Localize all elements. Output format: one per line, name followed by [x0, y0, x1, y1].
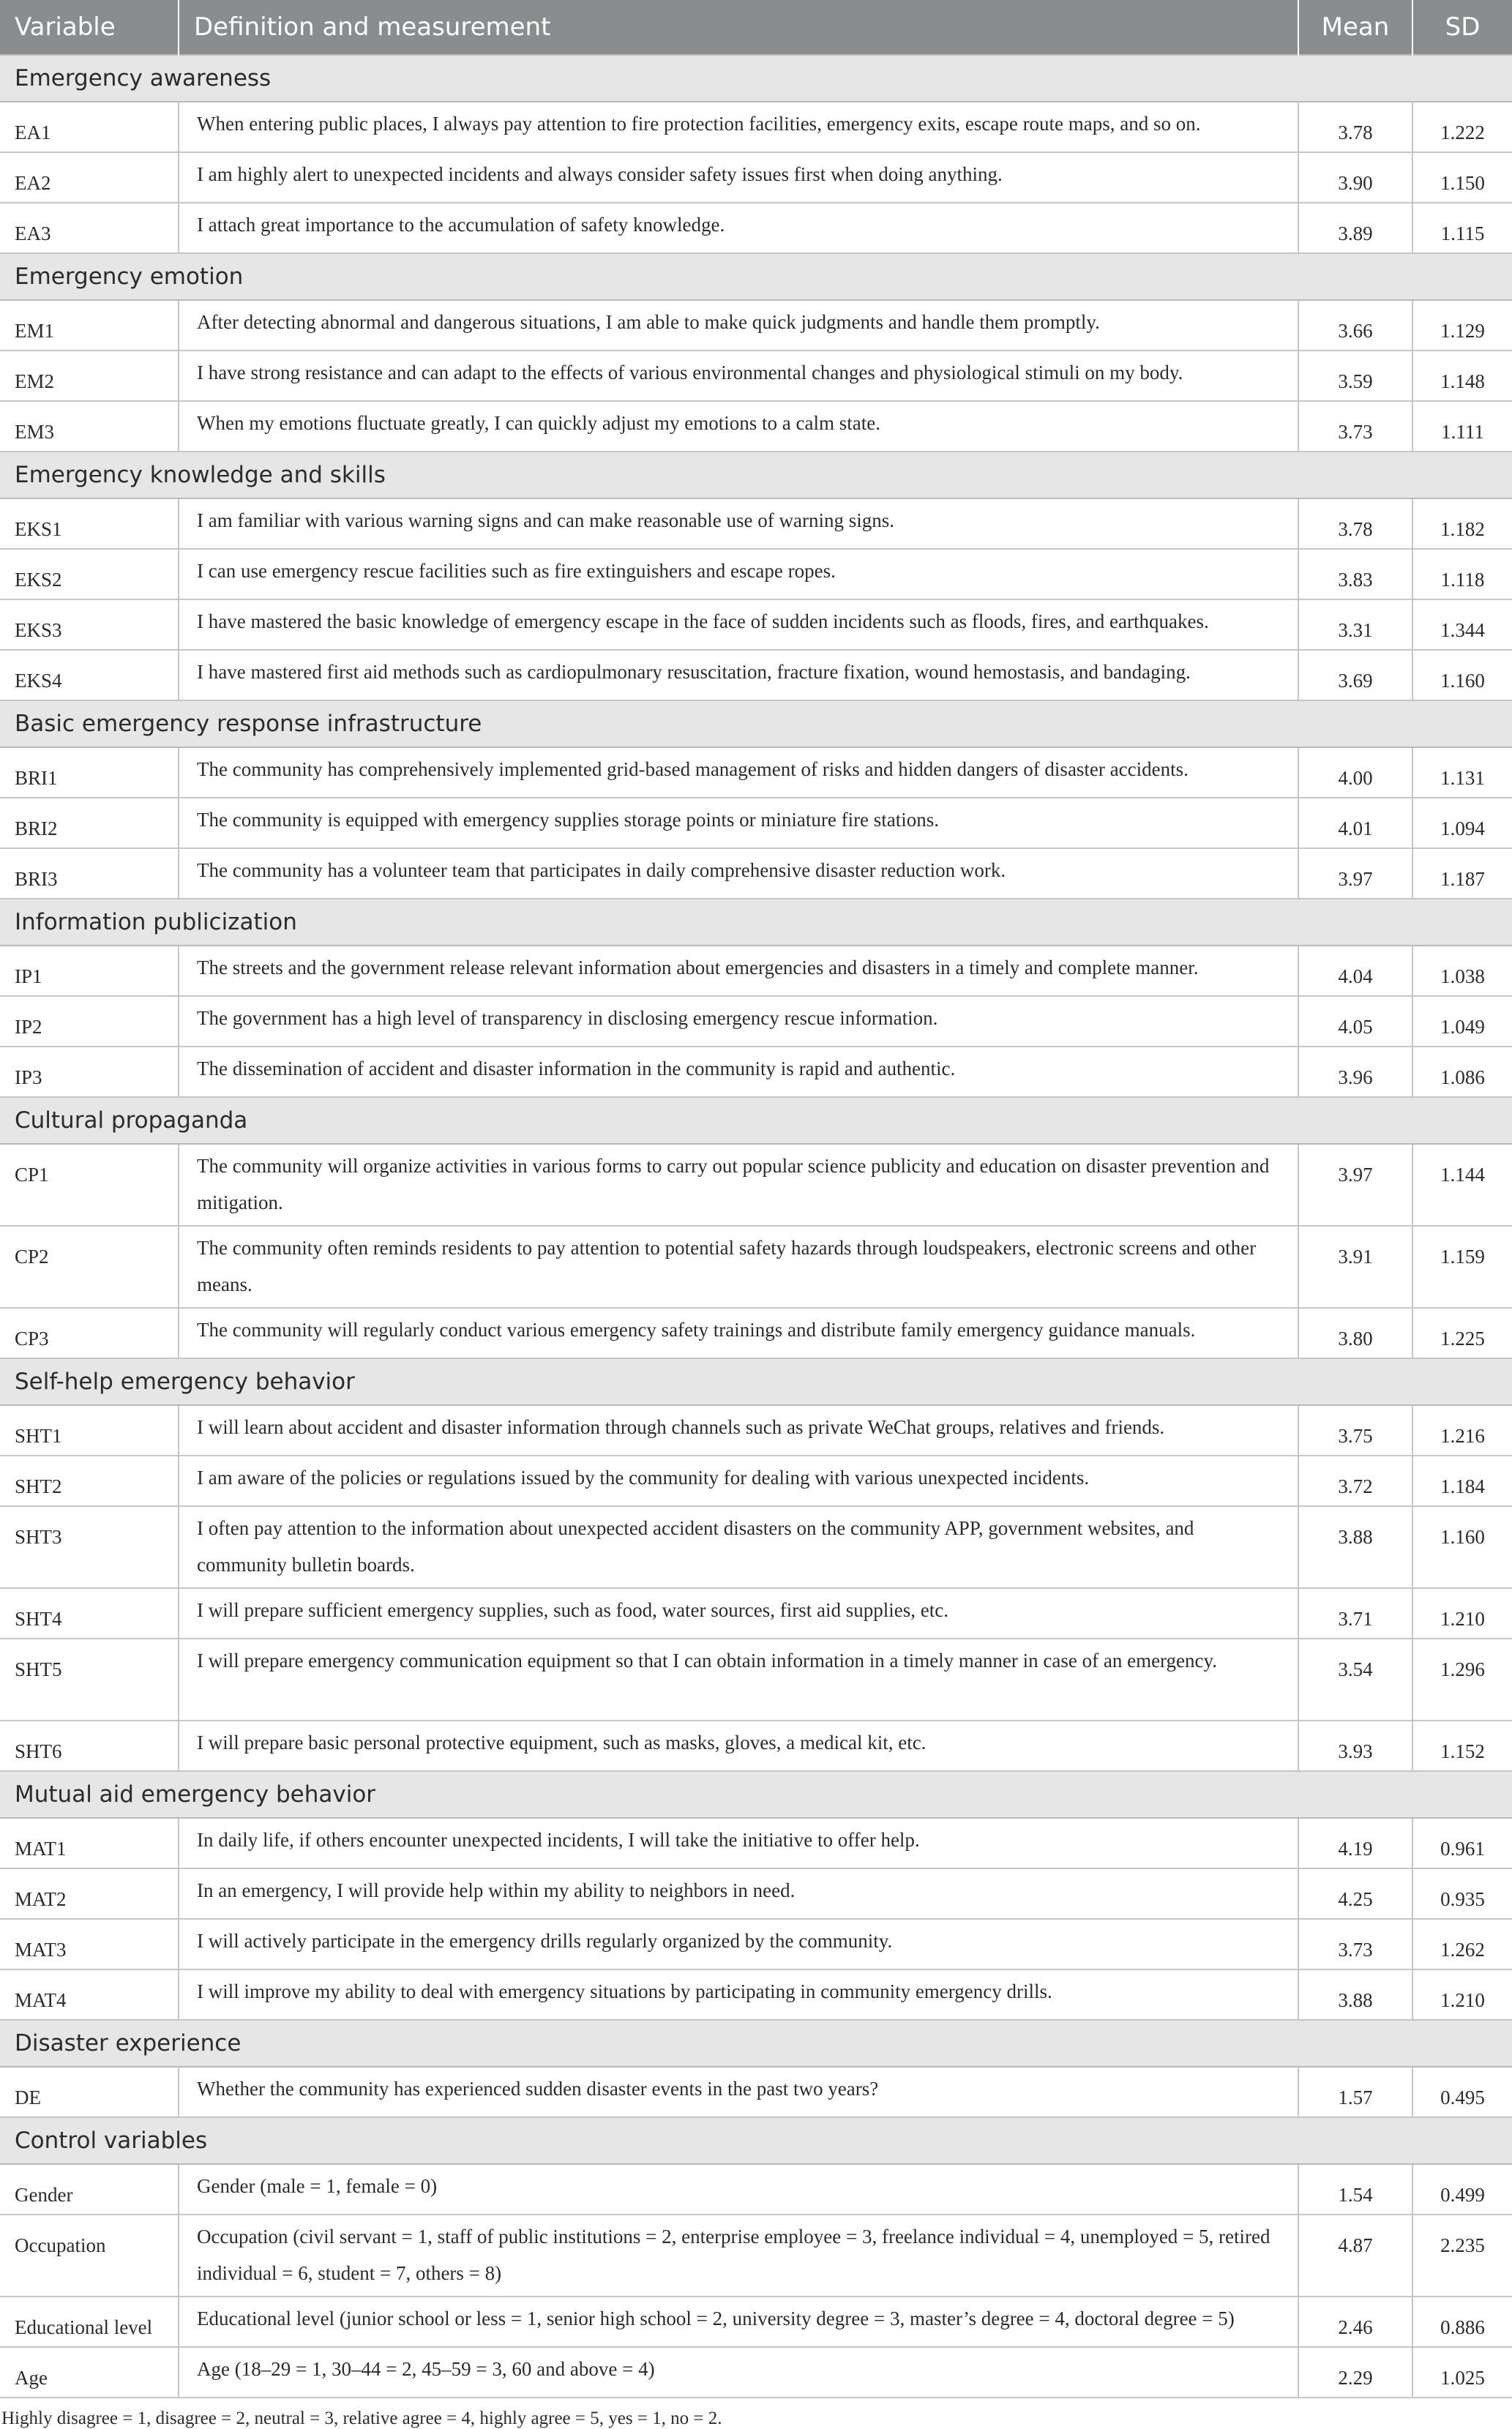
mean-cell: 3.83: [1298, 549, 1412, 599]
sd-cell: 1.094: [1412, 798, 1512, 848]
definition-cell: I have mastered the basic knowledge of emergency escape in the face of sudden incidents such as floods, fires, and earthquakes.: [179, 599, 1298, 650]
sd-cell: 1.182: [1412, 498, 1512, 549]
sd-cell: 1.025: [1412, 2347, 1512, 2398]
group-title: Emergency emotion: [0, 253, 1512, 300]
table-row: [0, 1588, 1512, 1639]
definition-cell: The streets and the government release relevant information about emergencies and disasters in a timely and complete manner.: [179, 946, 1298, 996]
table-row: [0, 747, 1512, 798]
table-row: [0, 1639, 1512, 1721]
mean-cell: 2.46: [1298, 2297, 1412, 2347]
definition-cell: Gender (male = 1, female = 0): [179, 2164, 1298, 2215]
variable-cell: BRI2: [0, 798, 179, 848]
definition-cell: I am highly alert to unexpected incidents and always consider safety issues first when doing anything.: [179, 152, 1298, 203]
variable-cell: CP2: [0, 1226, 179, 1308]
definition-cell: The community is equipped with emergency supplies storage points or miniature fire stations.: [179, 798, 1298, 848]
mean-cell: 3.69: [1298, 650, 1412, 700]
group-row: [0, 899, 1512, 946]
mean-cell: 4.00: [1298, 747, 1412, 798]
variable-cell: SHT4: [0, 1588, 179, 1639]
mean-cell: 3.96: [1298, 1047, 1412, 1097]
table-row: [0, 650, 1512, 700]
sd-cell: 1.160: [1412, 650, 1512, 700]
definition-cell: The dissemination of accident and disaster information in the community is rapid and authentic.: [179, 1047, 1298, 1097]
definition-cell: The community will regularly conduct various emergency safety trainings and distribute family emergency guidance manuals.: [179, 1308, 1298, 1358]
mean-cell: 3.73: [1298, 401, 1412, 452]
definition-cell: I will prepare emergency communication equipment so that I can obtain information in a timely manner in case of an emergency.: [179, 1639, 1298, 1721]
variable-cell: IP3: [0, 1047, 179, 1097]
definition-cell: I will improve my ability to deal with emergency situations by participating in community emergency drills.: [179, 1969, 1298, 2020]
variable-cell: IP2: [0, 996, 179, 1047]
variable-cell: EKS3: [0, 599, 179, 650]
variable-cell: Age: [0, 2347, 179, 2398]
definition-cell: The community has comprehensively implemented grid-based management of risks and hidden dangers of disaster accidents.: [179, 747, 1298, 798]
header-variable: Variable: [0, 0, 179, 55]
group-title: Emergency awareness: [0, 55, 1512, 102]
table-row: [0, 203, 1512, 253]
sd-cell: 1.216: [1412, 1405, 1512, 1456]
mean-cell: 3.66: [1298, 300, 1412, 351]
sd-cell: 0.935: [1412, 1868, 1512, 1919]
variable-cell: IP1: [0, 946, 179, 996]
table-row: [0, 599, 1512, 650]
group-row: [0, 2020, 1512, 2067]
mean-cell: 3.97: [1298, 848, 1412, 899]
definition-cell: I can use emergency rescue facilities such as fire extinguishers and escape ropes.: [179, 549, 1298, 599]
sd-cell: 1.187: [1412, 848, 1512, 899]
table-row: [0, 2067, 1512, 2117]
mean-cell: 3.31: [1298, 599, 1412, 650]
mean-cell: 3.59: [1298, 351, 1412, 401]
variable-cell: EM3: [0, 401, 179, 452]
mean-cell: 2.29: [1298, 2347, 1412, 2398]
group-title: Basic emergency response infrastructure: [0, 700, 1512, 747]
sd-cell: 1.038: [1412, 946, 1512, 996]
sd-cell: 0.886: [1412, 2297, 1512, 2347]
sd-cell: 1.131: [1412, 747, 1512, 798]
mean-cell: 3.54: [1298, 1639, 1412, 1721]
mean-cell: 3.80: [1298, 1308, 1412, 1358]
sd-cell: 1.111: [1412, 401, 1512, 452]
definition-cell: The community often reminds residents to pay attention to potential safety hazards through loudspeakers, electronic screens and other means.: [179, 1226, 1298, 1308]
mean-cell: 4.04: [1298, 946, 1412, 996]
mean-cell: 3.73: [1298, 1919, 1412, 1969]
sd-cell: 1.262: [1412, 1919, 1512, 1969]
variable-cell: MAT3: [0, 1919, 179, 1969]
variable-cell: BRI3: [0, 848, 179, 899]
sd-cell: 1.222: [1412, 102, 1512, 152]
sd-cell: 1.184: [1412, 1456, 1512, 1506]
definition-cell: The community will organize activities in various forms to carry out popular science publicity and education on disaster prevention and mitigation.: [179, 1144, 1298, 1226]
sd-cell: 1.086: [1412, 1047, 1512, 1097]
definition-cell: I will prepare sufficient emergency supplies, such as food, water sources, first aid supplies, etc.: [179, 1588, 1298, 1639]
variable-cell: EA2: [0, 152, 179, 203]
definition-cell: When entering public places, I always pay attention to fire protection facilities, emergency exits, escape route maps, and so on.: [179, 102, 1298, 152]
sd-cell: 1.344: [1412, 599, 1512, 650]
definition-cell: Educational level (junior school or less = 1, senior high school = 2, university degree = 3, master’s degree = 4, doctoral degree = 5): [179, 2297, 1298, 2347]
variable-cell: EKS2: [0, 549, 179, 599]
variable-cell: EA3: [0, 203, 179, 253]
variable-cell: CP3: [0, 1308, 179, 1358]
sd-cell: 1.144: [1412, 1144, 1512, 1226]
sd-cell: 1.159: [1412, 1226, 1512, 1308]
table-row: [0, 498, 1512, 549]
definition-cell: The community has a volunteer team that participates in daily comprehensive disaster reduction work.: [179, 848, 1298, 899]
mean-cell: 4.19: [1298, 1818, 1412, 1868]
mean-cell: 4.87: [1298, 2215, 1412, 2297]
group-row: [0, 452, 1512, 498]
group-row: [0, 1097, 1512, 1144]
group-row: [0, 1358, 1512, 1405]
sd-cell: 1.225: [1412, 1308, 1512, 1358]
table-row: [0, 798, 1512, 848]
variable-cell: EM2: [0, 351, 179, 401]
header-definition: Definition and measurement: [179, 0, 1298, 55]
variable-cell: EKS1: [0, 498, 179, 549]
variable-cell: Educational level: [0, 2297, 179, 2347]
table-row: [0, 2297, 1512, 2347]
table-row: [0, 996, 1512, 1047]
variable-cell: SHT5: [0, 1639, 179, 1721]
variable-cell: Occupation: [0, 2215, 179, 2297]
table-row: [0, 1047, 1512, 1097]
group-row: [0, 700, 1512, 747]
sd-cell: 1.152: [1412, 1721, 1512, 1771]
table-row: [0, 1405, 1512, 1456]
sd-cell: 0.495: [1412, 2067, 1512, 2117]
definition-cell: I am aware of the policies or regulations issued by the community for dealing with various unexpected incidents.: [179, 1456, 1298, 1506]
table-header: [0, 0, 1512, 55]
sd-cell: 1.129: [1412, 300, 1512, 351]
mean-cell: 3.88: [1298, 1506, 1412, 1588]
definition-cell: I will actively participate in the emergency drills regularly organized by the community.: [179, 1919, 1298, 1969]
mean-cell: 3.93: [1298, 1721, 1412, 1771]
group-row: [0, 55, 1512, 102]
table-row: [0, 300, 1512, 351]
variable-cell: CP1: [0, 1144, 179, 1226]
mean-cell: 4.05: [1298, 996, 1412, 1047]
table-row: [0, 549, 1512, 599]
table-row: [0, 1919, 1512, 1969]
variable-cell: SHT3: [0, 1506, 179, 1588]
sd-cell: 1.210: [1412, 1588, 1512, 1639]
variable-cell: Gender: [0, 2164, 179, 2215]
variable-cell: SHT6: [0, 1721, 179, 1771]
definition-cell: I attach great importance to the accumulation of safety knowledge.: [179, 203, 1298, 253]
table-row: [0, 1721, 1512, 1771]
group-title: Emergency knowledge and skills: [0, 452, 1512, 498]
table-row: [0, 1818, 1512, 1868]
definition-cell: I will prepare basic personal protective equipment, such as masks, gloves, a medical kit, etc.: [179, 1721, 1298, 1771]
sd-cell: 1.115: [1412, 203, 1512, 253]
definition-cell: Whether the community has experienced sudden disaster events in the past two years?: [179, 2067, 1298, 2117]
table-row: [0, 946, 1512, 996]
table-row: [0, 2164, 1512, 2215]
table-row: [0, 2347, 1512, 2398]
sd-cell: 1.049: [1412, 996, 1512, 1047]
group-row: [0, 1771, 1512, 1818]
sd-cell: 1.150: [1412, 152, 1512, 203]
variable-cell: DE: [0, 2067, 179, 2117]
definition-cell: After detecting abnormal and dangerous situations, I am able to make quick judgments and handle them promptly.: [179, 300, 1298, 351]
table-row: [0, 152, 1512, 203]
variable-cell: SHT2: [0, 1456, 179, 1506]
definition-cell: In daily life, if others encounter unexpected incidents, I will take the initiative to offer help.: [179, 1818, 1298, 1868]
sd-cell: 1.118: [1412, 549, 1512, 599]
sd-cell: 1.148: [1412, 351, 1512, 401]
mean-cell: 4.01: [1298, 798, 1412, 848]
sd-cell: 1.210: [1412, 1969, 1512, 2020]
mean-cell: 3.97: [1298, 1144, 1412, 1226]
group-title: Control variables: [0, 2117, 1512, 2164]
sd-cell: 0.499: [1412, 2164, 1512, 2215]
table-row: [0, 848, 1512, 899]
mean-cell: 1.57: [1298, 2067, 1412, 2117]
table-row: [0, 102, 1512, 152]
definition-cell: In an emergency, I will provide help within my ability to neighbors in need.: [179, 1868, 1298, 1919]
group-title: Information publicization: [0, 899, 1512, 946]
table-row: [0, 2215, 1512, 2297]
variable-cell: MAT4: [0, 1969, 179, 2020]
table-row: [0, 1456, 1512, 1506]
sd-cell: 2.235: [1412, 2215, 1512, 2297]
table-footnote: Highly disagree = 1, disagree = 2, neutral = 3, relative agree = 4, highly agree = 5, yes = 1, no = 2.: [1, 2409, 722, 2428]
variable-cell: EKS4: [0, 650, 179, 700]
mean-cell: 3.89: [1298, 203, 1412, 253]
mean-cell: 3.75: [1298, 1405, 1412, 1456]
mean-cell: 4.25: [1298, 1868, 1412, 1919]
mean-cell: 3.71: [1298, 1588, 1412, 1639]
definition-cell: Age (18–29 = 1, 30–44 = 2, 45–59 = 3, 60 and above = 4): [179, 2347, 1298, 2398]
mean-cell: 3.72: [1298, 1456, 1412, 1506]
definition-cell: I often pay attention to the information about unexpected accident disasters on the community APP, government websites, and community bulletin boards.: [179, 1506, 1298, 1588]
definition-cell: When my emotions fluctuate greatly, I can quickly adjust my emotions to a calm state.: [179, 401, 1298, 452]
variable-cell: MAT1: [0, 1818, 179, 1868]
variable-cell: MAT2: [0, 1868, 179, 1919]
mean-cell: 1.54: [1298, 2164, 1412, 2215]
definition-cell: I have strong resistance and can adapt to the effects of various environmental changes and physiological stimuli on my body.: [179, 351, 1298, 401]
mean-cell: 3.78: [1298, 102, 1412, 152]
group-title: Cultural propaganda: [0, 1097, 1512, 1144]
variable-cell: EM1: [0, 300, 179, 351]
variable-cell: BRI1: [0, 747, 179, 798]
table-row: [0, 351, 1512, 401]
mean-cell: 3.88: [1298, 1969, 1412, 2020]
header-sd: SD: [1412, 0, 1512, 55]
variable-cell: SHT1: [0, 1405, 179, 1456]
table-body: [0, 55, 1512, 2398]
group-row: [0, 253, 1512, 300]
sd-cell: 1.296: [1412, 1639, 1512, 1721]
variable-cell: EA1: [0, 102, 179, 152]
mean-cell: 3.78: [1298, 498, 1412, 549]
header-mean: Mean: [1298, 0, 1412, 55]
group-title: Disaster experience: [0, 2020, 1512, 2067]
table-row: [0, 1308, 1512, 1358]
table-row: [0, 1868, 1512, 1919]
definition-cell: Occupation (civil servant = 1, staff of public institutions = 2, enterprise employee = 3, freelance individual = 4, unemployed = 5, retired individual = 6, student = 7, others = 8): [179, 2215, 1298, 2297]
table-row: [0, 1144, 1512, 1226]
mean-cell: 3.90: [1298, 152, 1412, 203]
sd-cell: 0.961: [1412, 1818, 1512, 1868]
definition-cell: I am familiar with various warning signs and can make reasonable use of warning signs.: [179, 498, 1298, 549]
definition-cell: I have mastered first aid methods such as cardiopulmonary resuscitation, fracture fixation, wound hemostasis, and bandaging.: [179, 650, 1298, 700]
table-row: [0, 401, 1512, 452]
definition-cell: I will learn about accident and disaster information through channels such as private WeChat groups, relatives and friends.: [179, 1405, 1298, 1456]
sd-cell: 1.160: [1412, 1506, 1512, 1588]
mean-cell: 3.91: [1298, 1226, 1412, 1308]
table-row: [0, 1226, 1512, 1308]
group-title: Self-help emergency behavior: [0, 1358, 1512, 1405]
group-row: [0, 2117, 1512, 2164]
table-row: [0, 1506, 1512, 1588]
table-row: [0, 1969, 1512, 2020]
definition-cell: The government has a high level of transparency in disclosing emergency rescue information.: [179, 996, 1298, 1047]
group-title: Mutual aid emergency behavior: [0, 1771, 1512, 1818]
